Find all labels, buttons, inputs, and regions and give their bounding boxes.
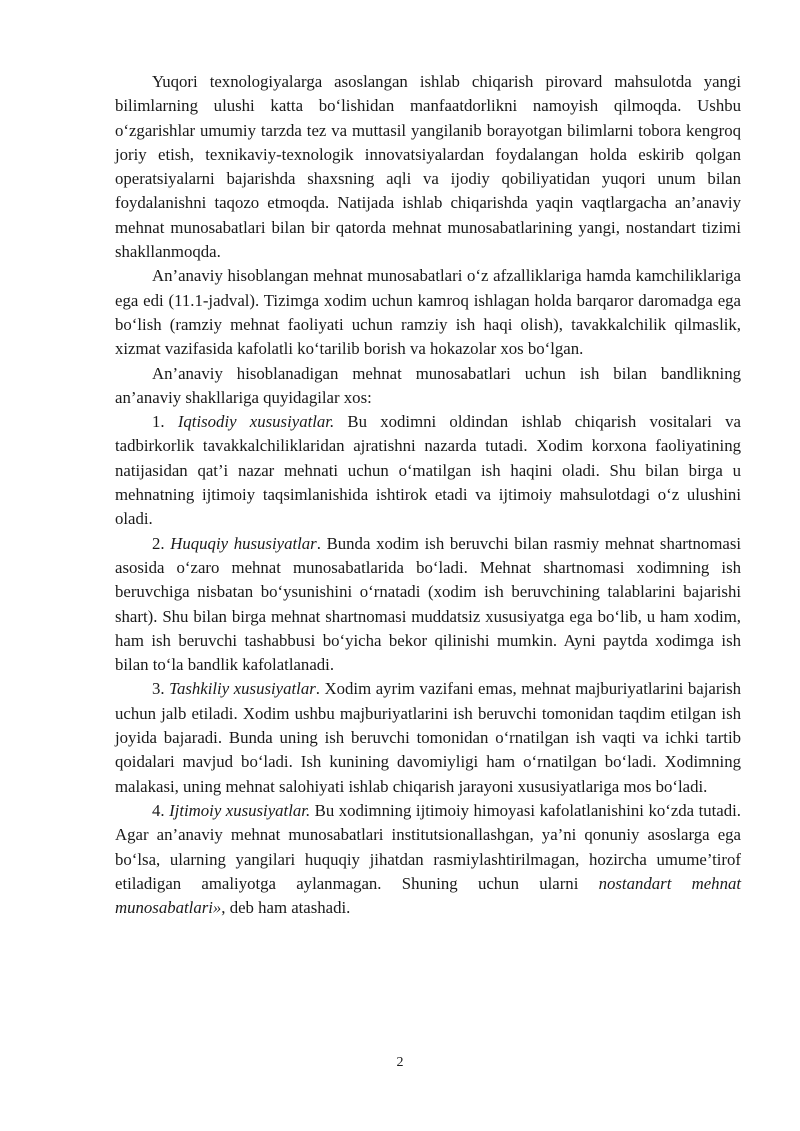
list-number: 3. — [152, 679, 170, 699]
document-page — [115, 70, 741, 920]
page-number: 2 — [396, 1055, 404, 1070]
list-number: 1. — [152, 412, 178, 432]
paragraph-2: An’anaviy hisoblangan mehnat munosabatlari o‘z afzalliklariga hamda kamchiliklariga ega edi (11.1-jadval). Tizimga xodim uchun kamroq ishlagan holda barqaror daromadga ega bo‘lish (ramziy mehnat faoliyati uchun ramziy ish haqi olish), tavakkalchilik qilmaslik, xizmat vazifasida kafolatli ko‘tarilib borish va hokazolar xos bo‘lgan. — [115, 266, 741, 359]
list-item-text: Bu xodimni oldindan ishlab chiqarish vositalari va tadbirkorlik tavakkalchiliklaridan ajratishni nazarda tutadi. Xodim korxona faoliyatining natijasidan qat’i nazar mehnati uchun o‘matilgan ish haqini oladi. Shu bilan birga u mehnatning ijtimoiy taqsimlanishida ishtirok etadi va ijtimoiy mahsulotdagi o‘z ulushini oladi. — [115, 412, 741, 529]
list-item-title: Huquqiy hususiyatlar — [170, 533, 317, 553]
list-item-organizational — [115, 677, 741, 798]
list-item-legal — [115, 532, 741, 678]
list-item-title: Tashkiliy xususiyatlar — [169, 679, 316, 699]
list-number: 2. — [152, 533, 171, 553]
list-item-text: . Bunda xodim ish beruvchi bilan rasmiy mehnat shartnomasi asosida o‘zaro mehnat munosabatlarida bo‘ladi. Mehnat shartnomasi xodimning ish beruvchiga nisbatan bo‘ysunishini o‘rnatadi (xodim ish beruvchining talablarini bajarishi shart). Shu bilan birga mehnat shartnomasi muddatsiz xususiyatga ega bo‘lib, u ham xodim, ham ish beruvchi tashabbusi bo‘yicha bekor qilinishi mumkin. Ayni paytda xodimga ish bilan to‘la bandlik kafolatlanadi. — [115, 533, 742, 675]
list-item-title: Ijtimoiy xususiyatlar. — [169, 800, 311, 820]
list-item-ending: , deb ham atashadi. — [221, 898, 351, 918]
list-item-text: . Xodim ayrim vazifani emas, mehnat majburiyatlarini bajarish uchun jalb etiladi. Xodim ushbu majburiyatlarini ish beruvchi tomonidan taqdim etilgan ish joyida bajaradi. Bunda uning ish beruvchi tomonidan o‘rnatilgan ish vaqti va ichki tartib qoidalari mavjud bo‘ladi. Ish kunining davomiyligi ham o‘rnatilgan bo‘ladi. Xodimning malakasi, uning mehnat salohiyati ishlab chiqarish jarayoni xususiyatlariga mos bo‘ladi. — [115, 679, 741, 796]
list-item-text: Bu xodimning ijtimoiy himoyasi kafolatlanishini ko‘zda tutadi. Agar an’anaviy mehnat munosabatlari institutsionallashgan, ya’ni qonuniy asoslarga ega bo‘lsa, ularning yangilari huquqiy jihatdan rasmiylashtirilmagan, hozircha umume’tirof etiladigan amaliyotga aylanmagan. Shuning uchun ularni — [115, 800, 742, 893]
list-item-social — [115, 799, 741, 920]
list-number: 4. — [152, 800, 170, 820]
paragraph-1: Yuqori texnologiyalarga asoslangan ishlab chiqarish pirovard mahsulotda yangi bilimlarning ulushi katta bo‘lishidan manfaatdorlikni namoyish qilmoqda. Ushbu o‘zgarishlar umumiy tarzda tez va muttasil yangilanib borayotgan bilimlarni tobora kengroq joriy etish, texnikaviy-texnologik innovatsiyalardan foydalangan holda eskirib qolgan operatsiyalarni bajarishda shaxsning aqli va ijodiy qobiliyatidan yuqori unum bilan foydalanishni taqozo etmoqda. Natijada ishlab chiqarishda yaqin vaqtlargacha an’anaviy mehnat munosabatlari bilan bir qatorda mehnat munosabatlarining yangi, nostandart tizimi shakllanmoqda. — [115, 72, 741, 262]
list-item-title: Iqtisodiy xususiyatlar. — [177, 412, 335, 432]
list-item-economic — [115, 410, 741, 531]
italic-term: nostandart mehnat munosabatlari» — [115, 873, 742, 918]
paragraph-3: An’anaviy hisoblanadigan mehnat munosabatlari uchun ish bilan bandlikning an’anaviy shakllariga quyidagilar xos: — [115, 363, 741, 407]
